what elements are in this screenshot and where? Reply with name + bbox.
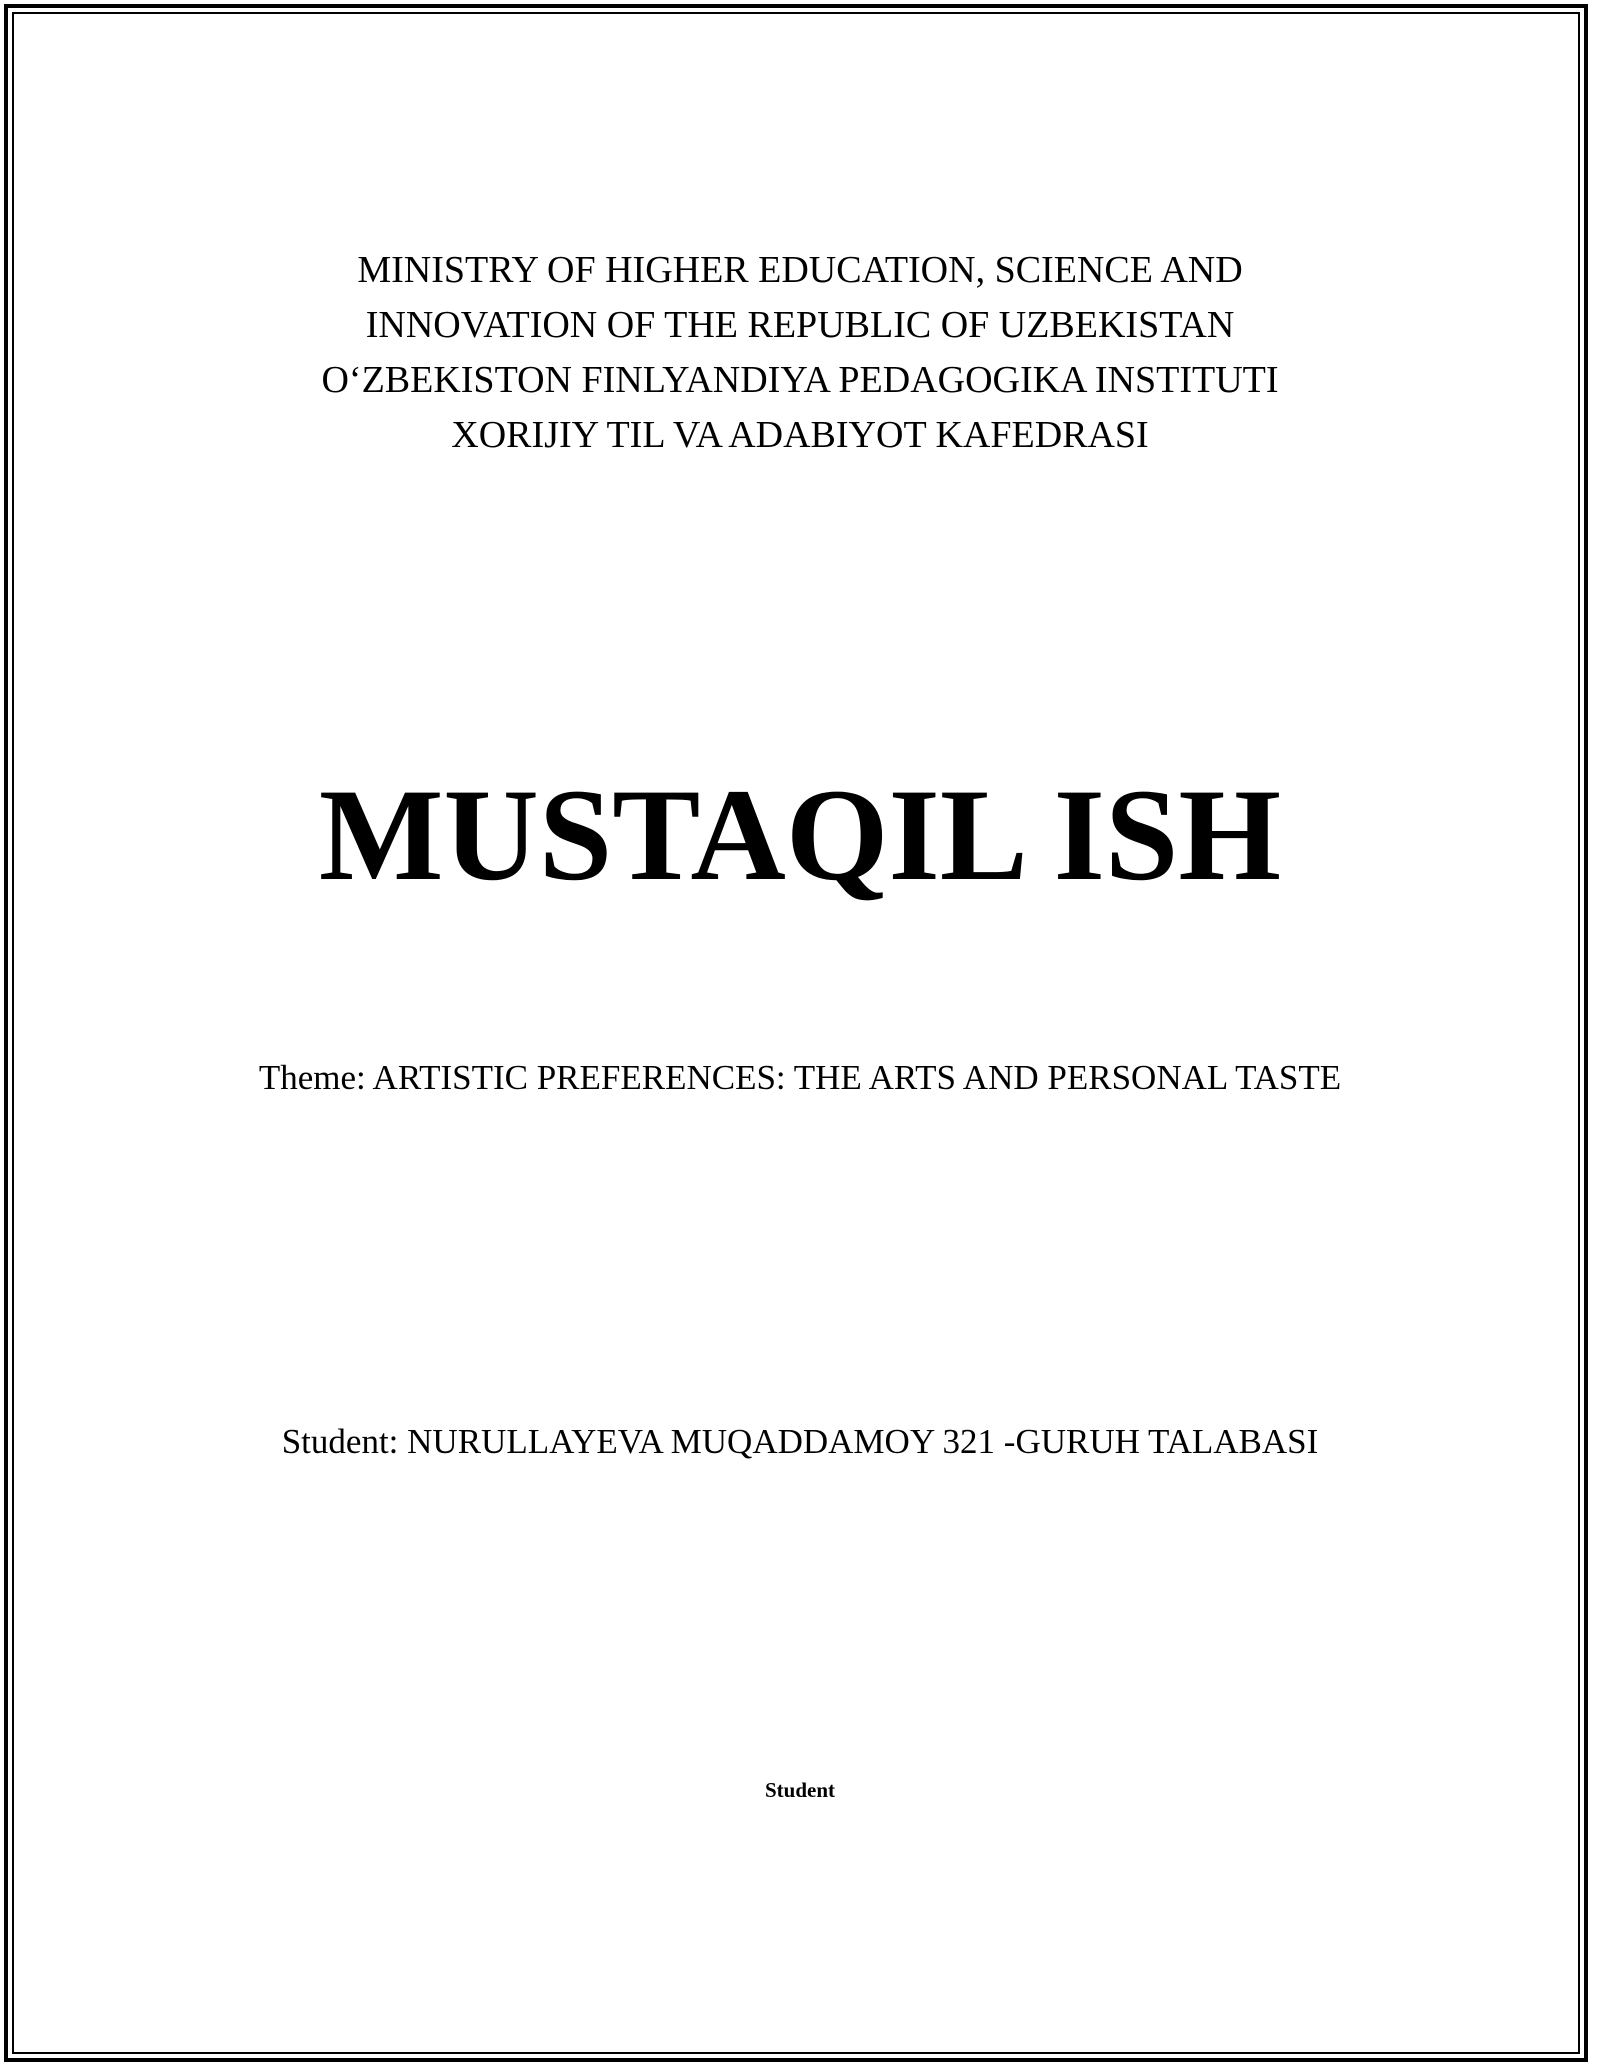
student-footer-label: Student: [764, 1778, 836, 1802]
header-line-ministry-1: MINISTRY OF HIGHER EDUCATION, SCIENCE AND: [357, 249, 1243, 291]
header-line-institute: O‘ZBEKISTON FINLYANDIYA PEDAGOGIKA INSTITUTI: [321, 359, 1279, 401]
institution-header: [0, 243, 1600, 463]
student-info: Student: NURULLAYEVA MUQADDAMOY 321 -GURUH TALABASI: [281, 1422, 1319, 1461]
header-line-department: XORIJIY TIL VA ADABIYOT KAFEDRASI: [451, 414, 1149, 456]
document-title: MUSTAQIL ISH: [318, 761, 1282, 908]
theme-text: Theme: ARTISTIC PREFERENCES: THE ARTS AND PERSONAL TASTE: [258, 1058, 1342, 1097]
header-line-ministry-2: INNOVATION OF THE REPUBLIC OF UZBEKISTAN: [365, 304, 1235, 346]
